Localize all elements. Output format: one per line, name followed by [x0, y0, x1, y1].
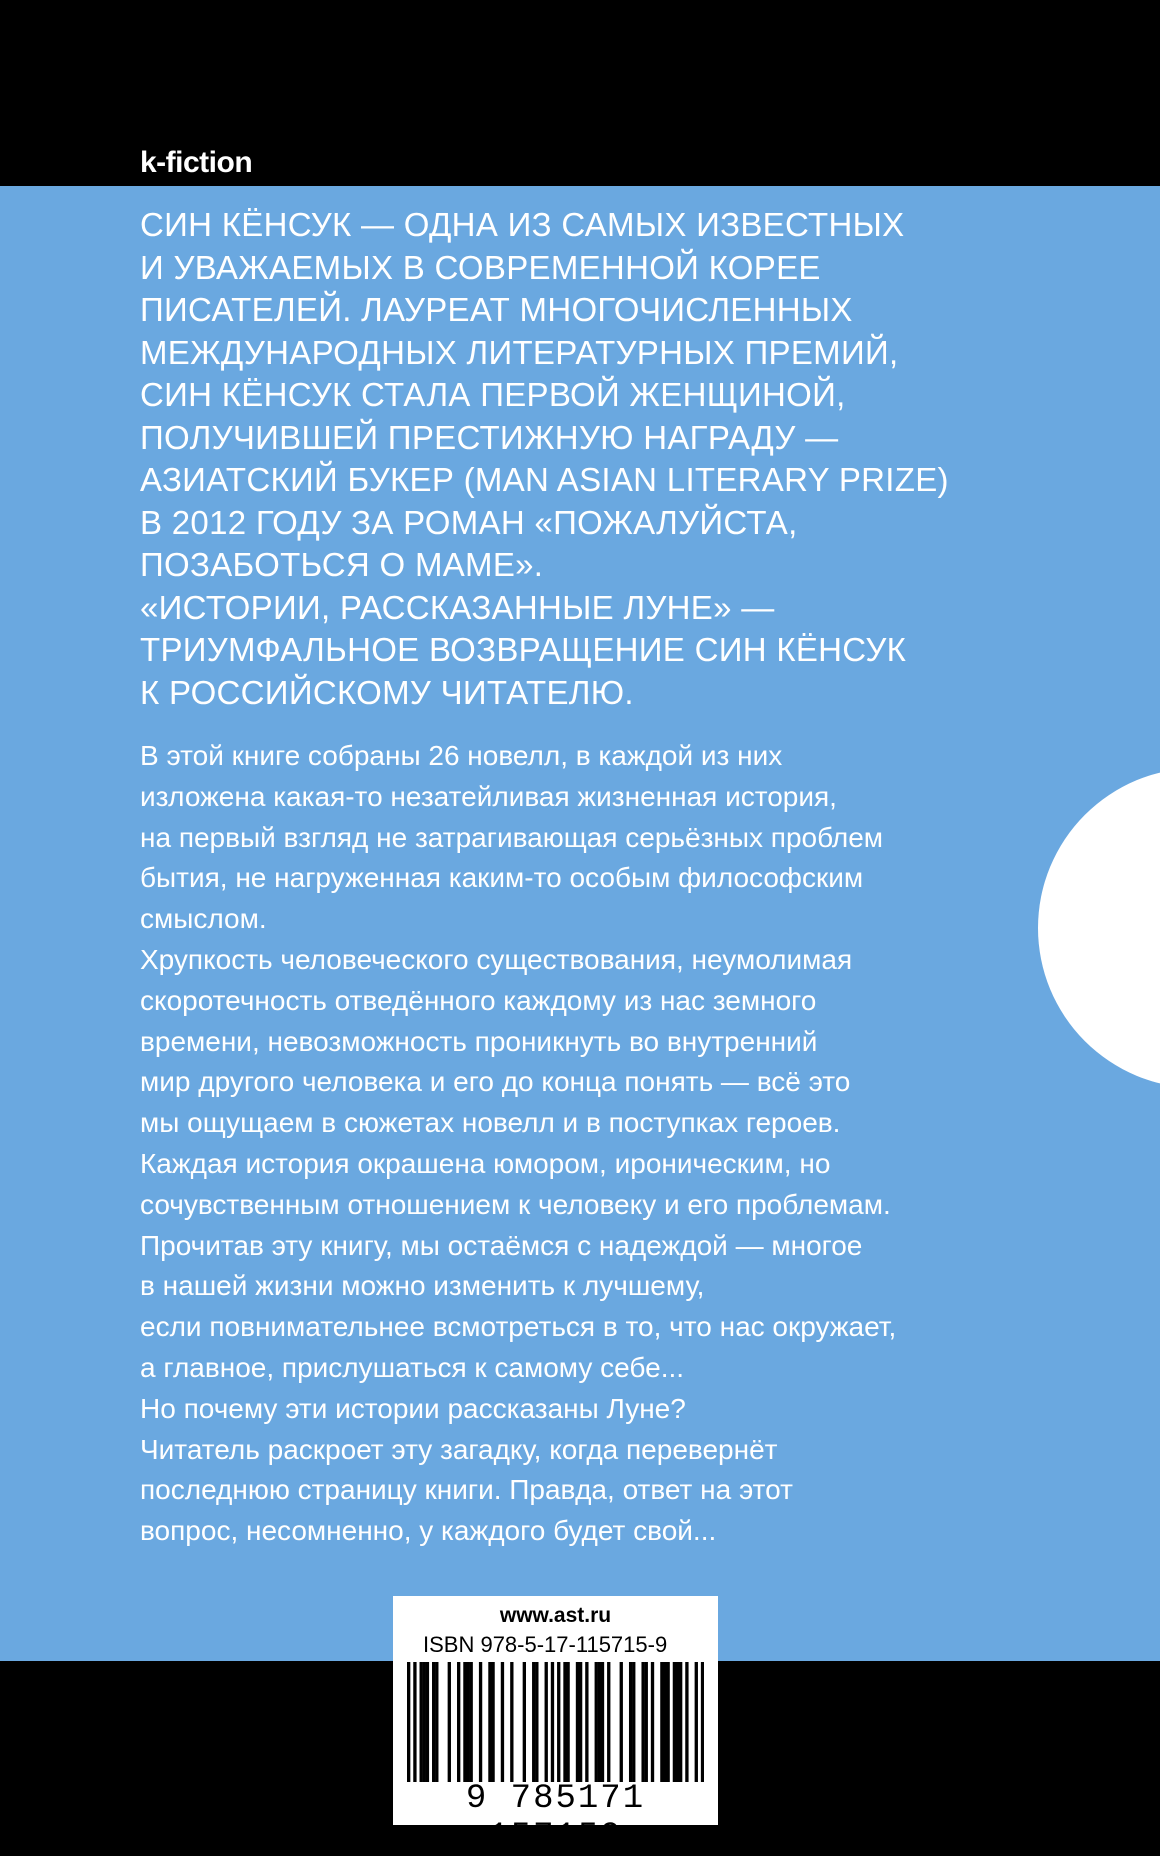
- barcode-bar: [448, 1662, 451, 1782]
- barcode-bars: [407, 1662, 704, 1782]
- barcode-bar: [563, 1662, 566, 1782]
- publisher-site: www.ast.ru: [499, 1604, 612, 1627]
- body-line: на первый взгляд не затрагивающая серьёзных проблем: [140, 821, 884, 853]
- barcode-bar: [663, 1662, 666, 1782]
- barcode-bar: [423, 1662, 426, 1782]
- barcode-bar: [535, 1662, 538, 1782]
- body-line: в нашей жизни можно изменить к лучшему,: [140, 1270, 705, 1302]
- barcode-bar: [579, 1662, 582, 1782]
- body-line: времени, невозможность проникнуть во внутренний: [140, 1025, 818, 1057]
- headline-line: ТРИУМФАЛЬНОЕ ВОЗВРАЩЕНИЕ СИН КЁНСУК: [140, 631, 907, 668]
- headline-line: СИН КЁНСУК — ОДНА ИЗ САМЫХ ИЗВЕСТНЫХ: [140, 206, 905, 243]
- headline-line: В 2012 ГОДУ ЗА РОМАН «ПОЖАЛУЙСТА,: [140, 503, 798, 541]
- barcode-bar: [701, 1662, 704, 1782]
- barcode-bar: [457, 1662, 460, 1782]
- body-line: Каждая история окрашена юмором, ироническим, но: [140, 1147, 831, 1179]
- barcode-bar: [501, 1662, 504, 1782]
- barcode-digits: 9 785171 157159: [465, 1780, 646, 1856]
- barcode-bar: [551, 1662, 554, 1782]
- barcode-bar: [510, 1662, 513, 1782]
- barcode-bar: [607, 1662, 610, 1782]
- barcode-bar: [695, 1662, 698, 1782]
- author-annotation: [140, 204, 949, 714]
- body-line: Прочитав эту книгу, мы остаёмся с надеждой — многое: [140, 1229, 863, 1261]
- body-line: Хрупкость человеческого существования, неумолимая: [140, 943, 853, 975]
- barcode-bar: [479, 1662, 482, 1782]
- barcode-bar: [676, 1662, 679, 1782]
- barcode-bar: [413, 1662, 416, 1782]
- body-line: вопрос, несомненно, у каждого будет свой...: [140, 1515, 717, 1547]
- barcode-bar: [679, 1662, 682, 1782]
- barcode-bar: [557, 1662, 560, 1782]
- moon-circle: [1038, 768, 1160, 1088]
- barcode-bar: [435, 1662, 438, 1782]
- barcode-bar: [426, 1662, 429, 1782]
- body-line: Читатель раскроет эту загадку, когда перевернёт: [140, 1433, 778, 1465]
- body-line: изложена какая-то незатейливая жизненная история,: [140, 780, 837, 812]
- body-line: скоротечность отведённого каждому из нас земного: [140, 984, 817, 1016]
- barcode-bar: [407, 1662, 410, 1782]
- body-line: бытия, не нагруженная каким-то особым философским: [140, 862, 864, 894]
- book-description: [140, 736, 896, 1552]
- body-line: а главное, прислушаться к самому себе...: [140, 1351, 685, 1383]
- barcode-bar: [432, 1662, 435, 1782]
- barcode-bar: [651, 1662, 654, 1782]
- headline-line: МЕЖДУНАРОДНЫХ ЛИТЕРАТУРНЫХ ПРЕМИЙ,: [140, 333, 899, 371]
- barcode-bar: [491, 1662, 494, 1782]
- headline-line: И УВАЖАЕМЫХ В СОВРЕМЕННОЙ КОРЕЕ: [140, 248, 821, 286]
- body-line: В этой книге собраны 26 новелл, в каждой из них: [140, 740, 783, 771]
- barcode-bar: [463, 1662, 466, 1782]
- barcode-bar: [641, 1662, 644, 1782]
- body-line: сочувственным отношением к человеку и его проблемам.: [140, 1188, 891, 1220]
- isbn-number: ISBN 978-5-17-115715-9: [423, 1632, 668, 1657]
- body-line: если повнимательнее всмотреться в то, что нас окружает,: [140, 1311, 897, 1343]
- headline-line: ПОЗАБОТЬСЯ О МАМЕ».: [140, 546, 544, 583]
- barcode-bar: [629, 1662, 632, 1782]
- headline-line: ПИСАТЕЛЕЙ. ЛАУРЕАТ МНОГОЧИСЛЕННЫХ: [140, 291, 853, 328]
- cover-blue-area: [0, 186, 1160, 1661]
- headline-line: АЗИАТСКИЙ БУКЕР (MAN ASIAN LITERARY PRIZE): [140, 461, 949, 498]
- barcode-bar: [466, 1662, 469, 1782]
- barcode-bar: [545, 1662, 548, 1782]
- barcode-bar: [532, 1662, 535, 1782]
- barcode-bar: [660, 1662, 663, 1782]
- headline-line: К РОССИЙСКОМУ ЧИТАТЕЛЮ.: [140, 673, 634, 711]
- barcode-bar: [585, 1662, 588, 1782]
- barcode-bar: [673, 1662, 676, 1782]
- headline-line: ПОЛУЧИВШЕЙ ПРЕСТИЖНУЮ НАГРАДУ —: [140, 418, 839, 456]
- barcode-bar: [666, 1662, 669, 1782]
- body-line: мир другого человека и его до конца понять — всё это: [140, 1066, 851, 1098]
- barcode-bar: [523, 1662, 526, 1782]
- body-line: мы ощущаем в сюжетах новелл и в поступках героев.: [140, 1107, 841, 1139]
- barcode-bar: [598, 1662, 601, 1782]
- barcode-bar: [470, 1662, 473, 1782]
- body-line: смыслом.: [140, 903, 267, 935]
- body-line: Но почему эти истории рассказаны Луне?: [140, 1392, 686, 1424]
- barcode-bar: [566, 1662, 569, 1782]
- headline-line: «ИСТОРИИ, РАССКАЗАННЫЕ ЛУНЕ» —: [140, 588, 775, 626]
- body-line: последнюю страницу книги. Правда, ответ на этот: [140, 1474, 793, 1506]
- barcode-bar: [595, 1662, 598, 1782]
- headline-line: СИН КЁНСУК СТАЛА ПЕРВОЙ ЖЕНЩИНОЙ,: [140, 376, 846, 413]
- barcode-bar: [620, 1662, 623, 1782]
- barcode-bar: [685, 1662, 688, 1782]
- barcode-bar: [601, 1662, 604, 1782]
- barcode-bar: [420, 1662, 423, 1782]
- barcode-bar: [576, 1662, 579, 1782]
- barcode-bar: [632, 1662, 635, 1782]
- barcode-bar: [488, 1662, 491, 1782]
- series-logo: k-fiction: [140, 146, 253, 179]
- barcode-panel: [393, 1596, 718, 1856]
- barcode-bar: [645, 1662, 648, 1782]
